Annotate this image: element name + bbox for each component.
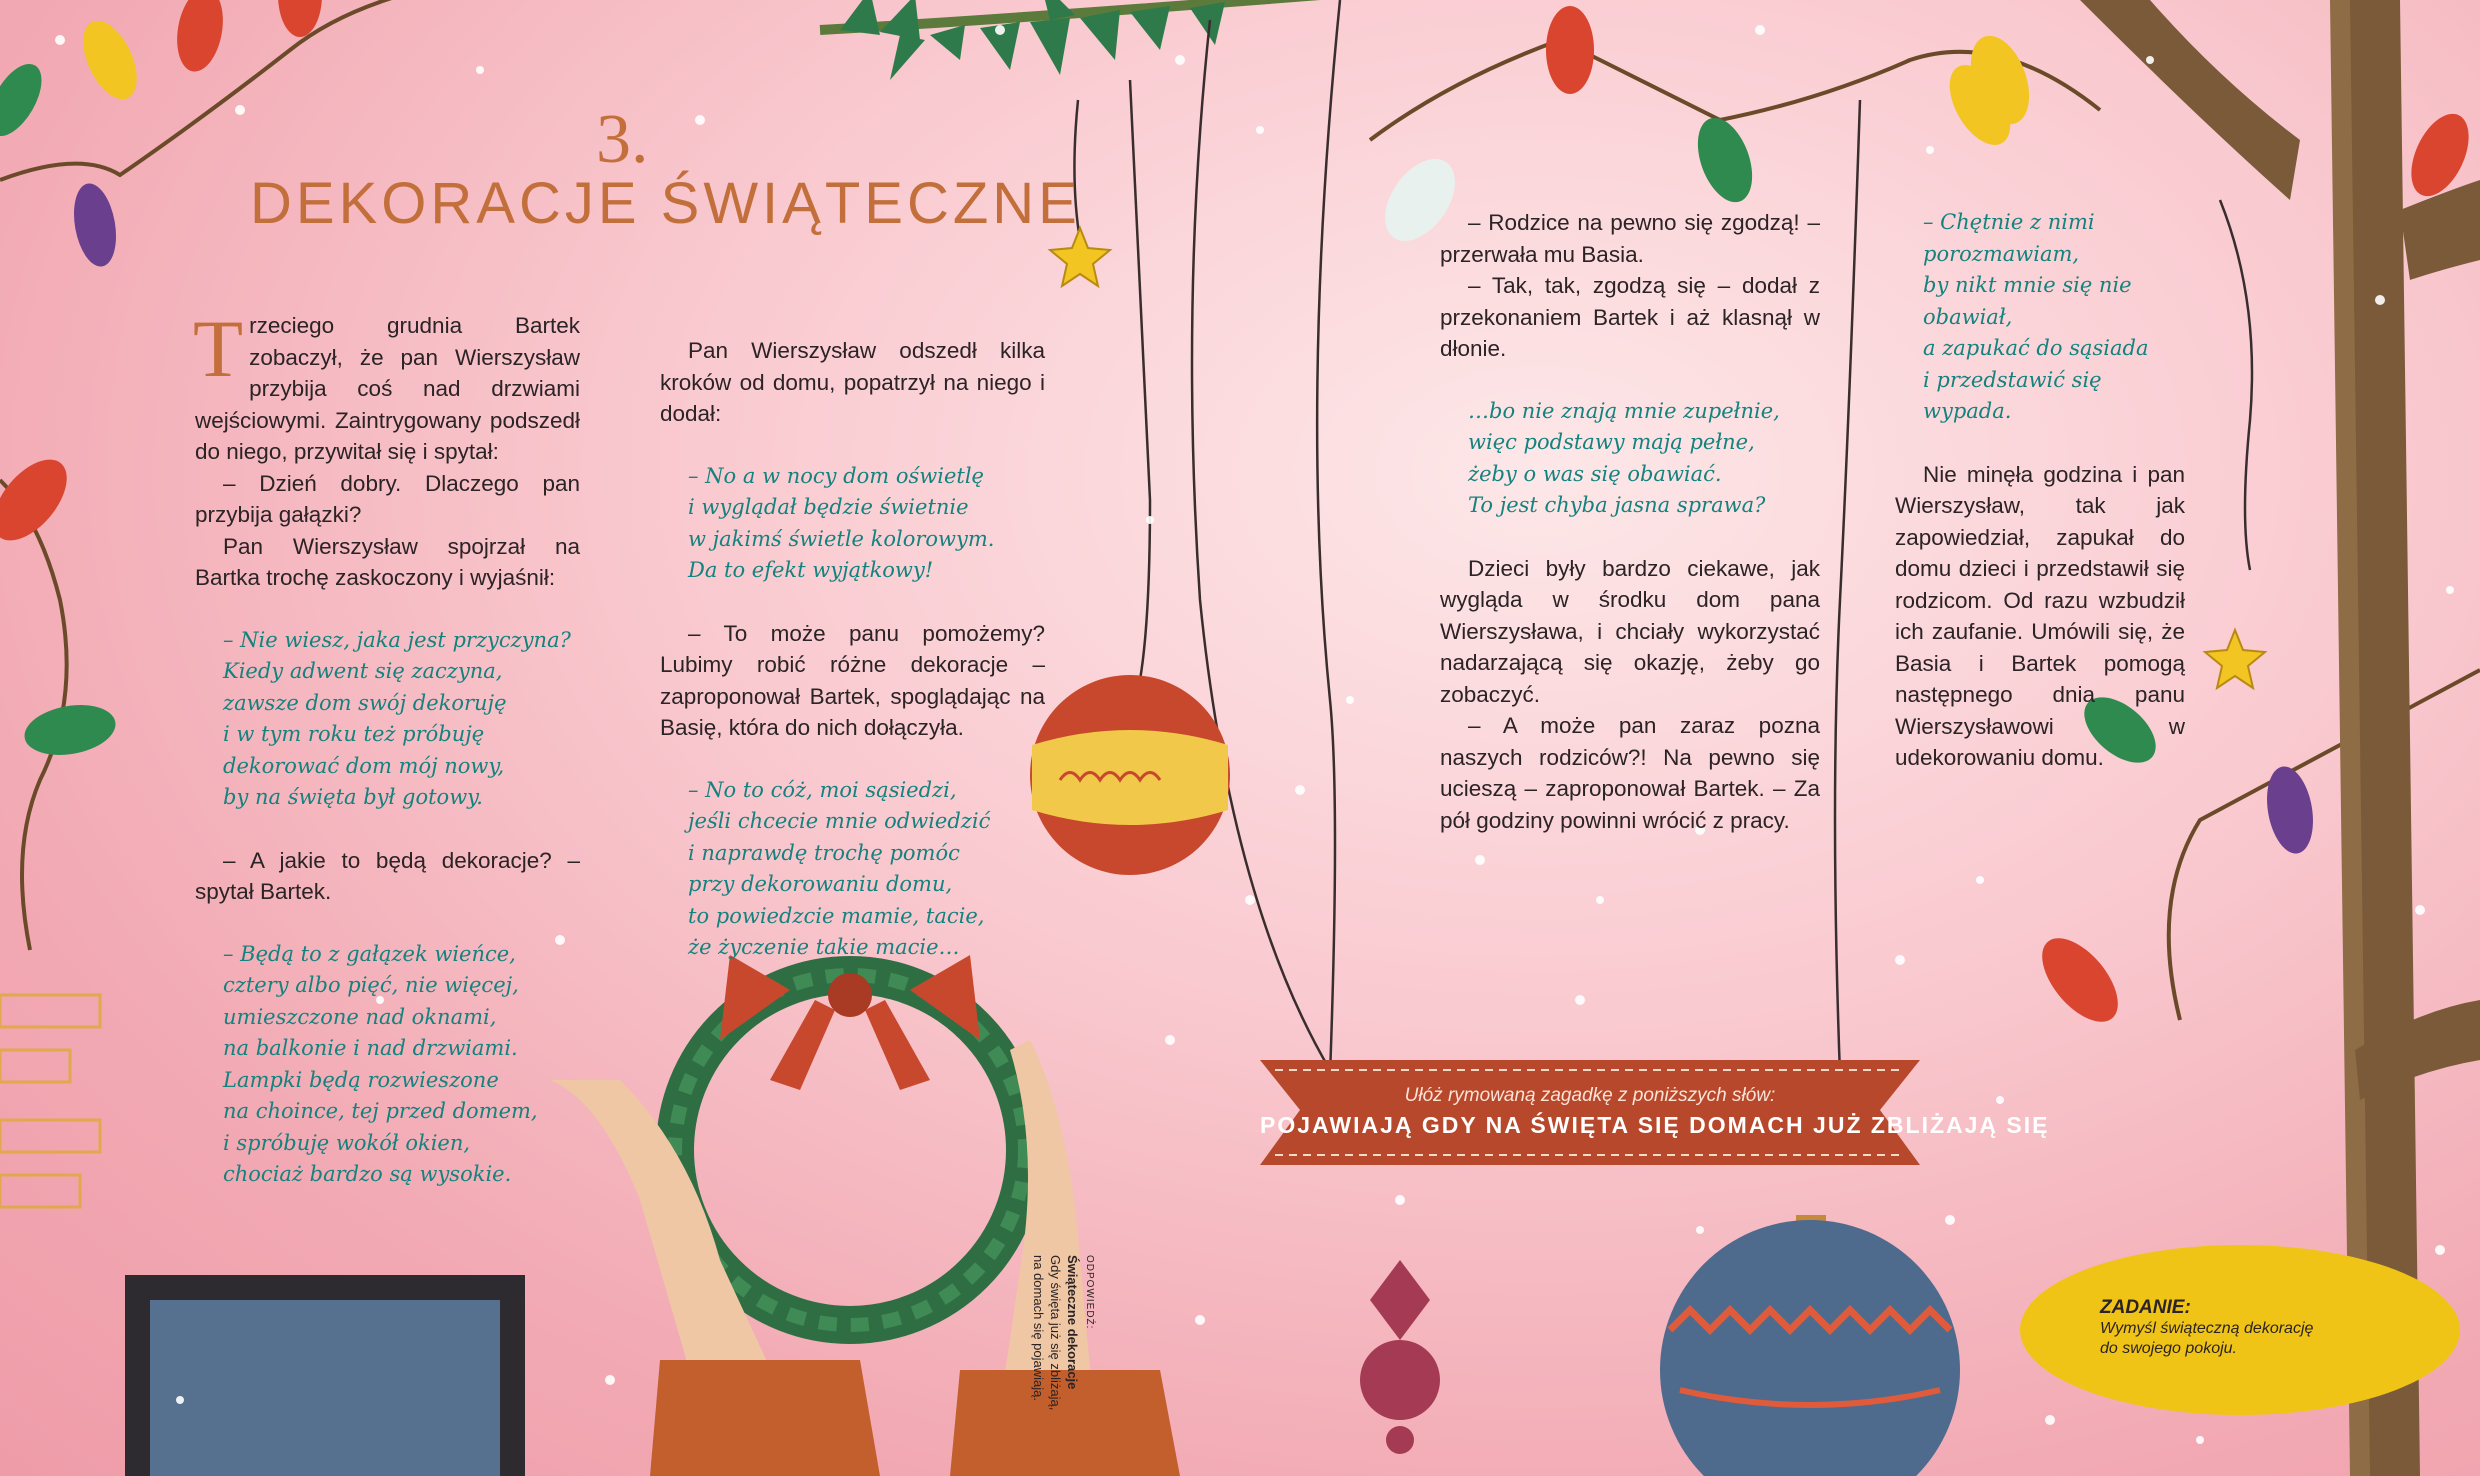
paragraph: – A jakie to będą dekoracje? – spytał Bartek.: [195, 847, 580, 904]
poem-line: by nikt mnie się nie obawiał,: [1923, 273, 2132, 329]
task-box: [2100, 1297, 2330, 1359]
poem-line: To jest chyba jasna sprawa?: [1468, 493, 1766, 517]
paragraph: – To może panu pomożemy? Lubimy robić różne dekoracje – zaproponował Bartek, spoglądając na Basię, która do nich dołączyła.: [660, 620, 1045, 740]
poem-line: – Nie wiesz, jaka jest przyczyna?: [223, 627, 571, 652]
paragraph: Nie minęła godzina i pan Wierszysław, tak jak zapowiedział, zapukał do domu dzieci i przedstawił się rodzicom. Od razu wzbudził ich zaufanie. Umówili się, że Basia i Bartek pomogą następnego dnia panu Wierszysławowi w udekorowaniu domu.: [1895, 461, 2185, 770]
wreath-with-bow: [675, 955, 1025, 1325]
poem-line: na balkonie i nad drzwiami.: [223, 1036, 518, 1060]
poem-line: umieszczone nad oknami,: [223, 1004, 497, 1029]
poem-line: chociaż bardzo są wysokie.: [223, 1162, 512, 1186]
bauble-small-red: [1360, 1260, 1440, 1454]
bauble-red: [1030, 675, 1230, 875]
paragraph: Pan Wierszysław spojrzał na Bartka trochę zaskoczony i wyjaśnił:: [195, 533, 580, 590]
text-column-4: [1895, 207, 2185, 774]
paragraph: – Rodzice na pewno się zgodzą! – przerwała mu Basia.: [1440, 210, 1820, 267]
poem-line: Lampki będą rozwieszone: [223, 1067, 499, 1092]
poem-line: dekorować dom mój nowy,: [223, 753, 505, 778]
poem-line: i wyglądał będzie świetnie: [688, 495, 969, 519]
paragraph: – Tak, tak, zgodzą się – dodał z przekonaniem Bartek i aż klasnął w dłonie.: [1440, 273, 1820, 361]
poem-line: by na święta był gotowy.: [223, 785, 483, 809]
paragraph: Pan Wierszysław odszedł kilka kroków od domu, popatrzył na niego i dodał:: [660, 338, 1045, 426]
task-line: Wymyśl świąteczną dekorację: [2100, 1320, 2314, 1337]
poem-stanza: [1895, 207, 2185, 428]
chapter-number: 3.: [596, 101, 649, 178]
answer-title: Świąteczne dekoracje: [1065, 1255, 1080, 1390]
answer-box: [1030, 1255, 1098, 1476]
poem-line: to powiedzcie mamie, tacie,: [688, 903, 985, 928]
poem-line: zawsze dom swój dekoruję: [223, 690, 507, 715]
answer-line: na domach się pojawiają.: [1031, 1255, 1046, 1401]
poem-line: – Chętnie z nimi porozmawiam,: [1923, 210, 2095, 266]
poem-line: i spróbuję wokół okien,: [223, 1130, 471, 1155]
poem-line: Da to efekt wyjątkowy!: [688, 558, 934, 582]
task-line: do swojego pokoju.: [2100, 1340, 2237, 1357]
poem-stanza: [1440, 396, 1820, 522]
poem-line: i przedstawić się wypada.: [1923, 367, 2102, 423]
poem-line: żeby o was się obawiać.: [1468, 461, 1722, 486]
text-column-1: [193, 303, 580, 1191]
chapter-title: DEKORACJE ŚWIĄTECZNE: [250, 171, 1081, 236]
poem-line: na choince, tej przed domem,: [223, 1099, 538, 1123]
ribbon-words: POJAWIAJĄ GDY NA ŚWIĘTA SIĘ DOMACH JUŻ ZBLIŻAJĄ SIĘ: [1260, 1112, 2050, 1138]
tree-branch-illustration: [820, 0, 1320, 80]
drop-cap: T: [193, 303, 244, 394]
poem-line: i naprawdę trochę pomóc: [688, 840, 960, 865]
poem-line: cztery albo pięć, nie więcej,: [223, 973, 519, 997]
poem-line: Kiedy adwent się zaczyna,: [223, 659, 503, 683]
poem-line: przy dekorowaniu domu,: [688, 872, 953, 896]
poem-line: że życzenie takie macie…: [688, 935, 960, 959]
paragraph: rzeciego grudnia Bartek zobaczył, że pan Wierszysław przybija coś nad drzwiami wejściowymi. Zaintrygowany podszedł do niego, przywitał się i spytał:: [195, 313, 580, 464]
paragraph: – A może pan zaraz pozna naszych rodziców?! Na pewno się ucieszą – zaproponował Bartek. – Za pół godziny powinni wrócić z pracy.: [1440, 713, 1820, 833]
bauble-blue: [1660, 1215, 1960, 1476]
poem-line: – No to cóż, moi sąsiedzi,: [688, 777, 957, 802]
poem-line: w jakimś świetle kolorowym.: [688, 526, 995, 551]
paragraph: – Dzień dobry. Dlaczego pan przybija gałązki?: [195, 470, 580, 527]
answer-line: Gdy święta już się zbliżają,: [1048, 1255, 1063, 1411]
poem-line: i w tym roku też próbuję: [223, 722, 485, 746]
poem-stanza: [660, 461, 1045, 587]
poem-line: a zapukać do sąsiada: [1923, 336, 2149, 360]
poem-line: więc podstawy mają pełne,: [1468, 430, 1755, 454]
task-heading: ZADANIE:: [2100, 1297, 2191, 1318]
poem-line: – Będą to z gałązek wieńce,: [223, 941, 516, 966]
poem-line: – No a w nocy dom oświetlę: [688, 463, 984, 488]
ribbon-instruction: Ułóż rymowaną zagadkę z poniższych słów:: [1404, 1085, 1776, 1106]
paragraph: Dzieci były bardzo ciekawe, jak wygląda w środku dom pana Wierszysława, i chciały wykorzystać nadarzającą się okazję, żeby go zobaczyć.: [1440, 555, 1820, 707]
poem-line: …bo nie znają mnie zupełnie,: [1468, 398, 1780, 423]
poem-stanza: [195, 939, 580, 1191]
answer-label: ODPOWIEDŹ:: [1084, 1255, 1095, 1330]
poem-stanza: [195, 625, 580, 814]
poem-stanza: [660, 775, 1045, 964]
text-column-3: [1440, 207, 1820, 836]
poem-line: jeśli chcecie mnie odwiedzić: [688, 809, 991, 833]
text-column-2: [660, 335, 1045, 964]
